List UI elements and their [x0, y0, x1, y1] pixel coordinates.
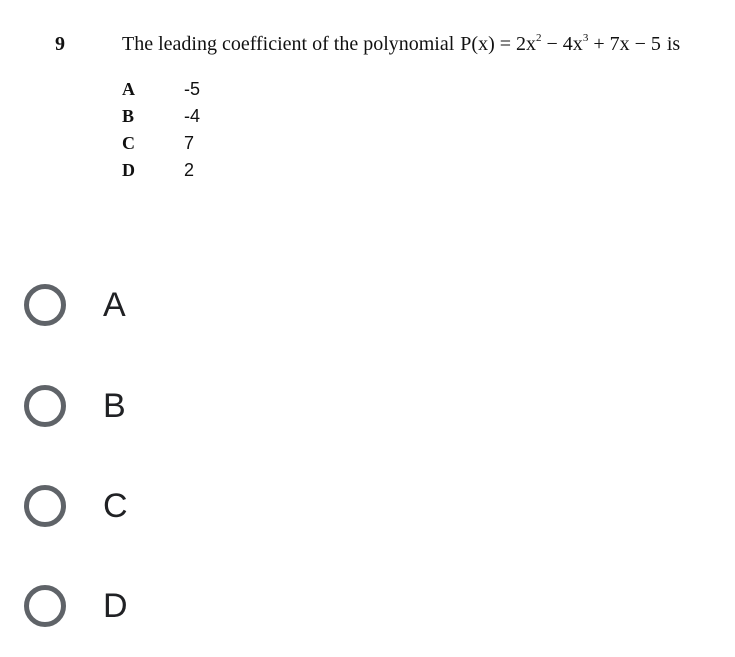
polynomial-part-2: − 4x [541, 33, 583, 55]
choice-value: -5 [184, 78, 201, 99]
choice-letter: C [122, 132, 135, 153]
choice-value: 2 [184, 159, 195, 180]
polynomial-part-1: P(x) = 2x [460, 33, 537, 55]
radio-button[interactable] [24, 385, 66, 427]
polynomial-exponent-2: 3 [582, 32, 589, 44]
question-stem: The leading coefficient of the polynomial [122, 33, 455, 55]
choice-value: -4 [184, 105, 201, 126]
choice-letter: D [122, 159, 135, 180]
choice-letter: B [122, 105, 135, 126]
polynomial-expression [460, 33, 661, 55]
answer-option-b[interactable] [24, 385, 126, 427]
answer-option-label[interactable]: D [103, 586, 128, 625]
answer-option-label[interactable]: B [103, 386, 126, 425]
question-number: 9 [55, 33, 65, 55]
polynomial-part-3: + 7x − 5 [588, 33, 661, 55]
answer-option-label[interactable]: A [103, 285, 126, 324]
choice-value: 7 [184, 132, 195, 153]
choice-row-d [122, 157, 194, 183]
question-text [122, 33, 680, 56]
answer-option-d[interactable] [24, 585, 128, 627]
choice-row-b [122, 103, 200, 129]
radio-button[interactable] [24, 585, 66, 627]
radio-button[interactable] [24, 284, 66, 326]
polynomial-exponent-1: 2 [536, 32, 542, 44]
choice-letter: A [122, 78, 135, 99]
answer-option-c[interactable] [24, 485, 128, 527]
choice-row-c [122, 130, 194, 156]
answer-option-a[interactable] [24, 284, 126, 326]
question-suffix: is [666, 33, 681, 55]
choice-row-a [122, 76, 200, 102]
radio-button[interactable] [24, 485, 66, 527]
answer-option-label[interactable]: C [103, 486, 128, 525]
